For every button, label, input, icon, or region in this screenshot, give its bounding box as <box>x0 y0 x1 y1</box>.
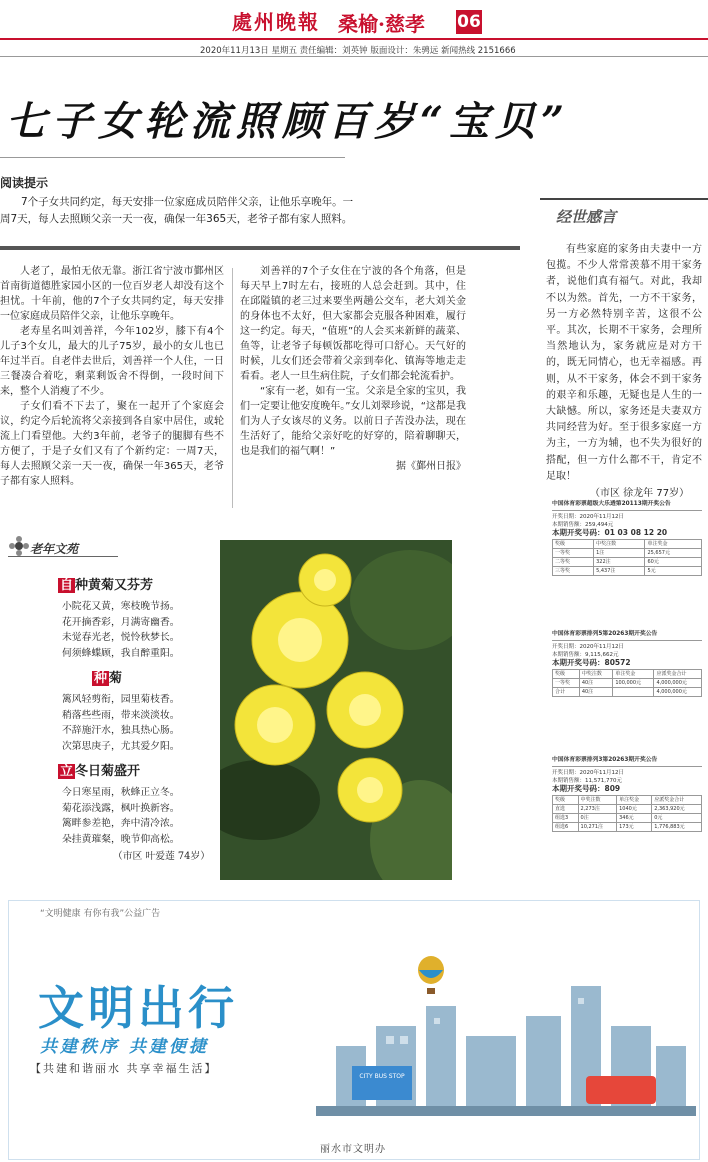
sidebar-signature: （市区 徐龙年 77岁） <box>590 488 690 499</box>
table-cell: 1注 <box>594 549 645 558</box>
table-cell: 单注奖金 <box>617 796 652 805</box>
poem-author: （市区 叶爱莲 74岁） <box>112 851 210 862</box>
masthead-rule <box>0 38 708 40</box>
table-cell: 1040元 <box>617 805 652 814</box>
poem-line: 稍落些些雨，带来淡淡妆。 <box>62 709 180 721</box>
chrysanthemum-illustration <box>220 540 452 880</box>
literature-heading: 老年文苑 <box>30 542 79 556</box>
poem-line: 篱畔参差艳，奔中清冷浓。 <box>62 818 180 829</box>
table-cell: 100,000元 <box>613 679 654 688</box>
table-cell: 奖级 <box>553 540 594 549</box>
table-cell: 322注 <box>594 558 645 567</box>
table-cell: 10,271注 <box>578 823 617 832</box>
article-paragraph: 刘善祥的7个子女住在宁波的各个角落，但是每天早上7时左右，接班的人总会赶到。其中，住在邱隘镇的老三过来要坐两趟公交车，老大刘关金的身体也不太好，但大家都会克服各种困难，履行这一约定。每天，“值班”的人会买来新鲜的蔬菜、鱼等，让老爷子每顿饭都吃得可口舒心。天气好的时候，儿女们还会带着父亲到奉化、镇海等地走走看看。老人一旦生病住院，子女们都会轮流看护。 <box>240 266 466 382</box>
poem-line: 次第思庚子，尤其爱夕阳。 <box>62 740 180 752</box>
chrysanthemum-photo <box>220 540 452 880</box>
table-cell: 4,000,000元 <box>654 688 702 697</box>
table-cell: 中奖注数 <box>594 540 645 549</box>
table-cell: 中奖注数 <box>578 796 617 805</box>
table-cell: 合计 <box>553 688 580 697</box>
poem-line: 篱风轻剪衔，园里菊枝香。 <box>62 694 180 705</box>
flower-icon <box>8 536 30 556</box>
poem-line: 小院花又黄，寒枝晚节扬。 <box>62 601 180 612</box>
section-title: 桑榆·慈孝 <box>338 12 425 36</box>
newspaper-logo: 處州晚報 <box>232 10 320 34</box>
table-cell: 应派奖金合计 <box>654 670 702 679</box>
ad-tagline: “文明健康 有你有我”公益广告 <box>40 909 161 919</box>
poem-title-text: 冬日菊盛开 <box>75 764 141 779</box>
table-cell: 0注 <box>578 814 617 823</box>
poem-title <box>58 760 210 779</box>
table-cell: 单注奖金 <box>645 540 702 549</box>
table-cell: 4,000,000元 <box>654 679 702 688</box>
table-cell: 单注奖金 <box>613 670 654 679</box>
table-cell: 25,657元 <box>645 549 702 558</box>
poem-line: 何须蜂蝶顾，我自醉重阳。 <box>62 647 180 659</box>
title-rule <box>0 157 345 158</box>
sidebar-heading: 经世感言 <box>556 208 617 226</box>
bus-stop-shelter <box>352 1066 412 1100</box>
notice-table <box>552 669 702 697</box>
lead-heading: 阅读提示 <box>0 176 49 190</box>
table-cell: 一等奖 <box>553 549 594 558</box>
article-paragraph: 老寿星名叫刘善祥，今年102岁，膝下有4个儿子3个女儿，最大的儿子75岁，最小的女儿也已年过半百。自老伴去世后，刘善祥一个人住，一日三餐凑合着吃，剩菜剩饭舍不得倒，一段时间下来，整个人消瘦了不少。 <box>0 326 224 397</box>
ad-subslogan: 【共建和谐丽水 共享幸福生活】 <box>30 1062 218 1075</box>
poem-line: 朵挂黄璀粲，晚节仰高松。 <box>62 833 180 845</box>
city-skyline-illustration <box>316 926 696 1116</box>
notice-number: 80572 <box>604 658 631 667</box>
lottery-notice-2 <box>552 630 702 699</box>
table-cell: 346元 <box>617 814 652 823</box>
poem-title-mark: 自 <box>60 578 74 593</box>
public-service-ad <box>0 892 708 1162</box>
table-cell: 奖级 <box>553 670 580 679</box>
bus-illustration <box>586 1076 656 1104</box>
column-divider <box>232 268 233 508</box>
poem-title-text: 种黄菊又芬芳 <box>75 578 154 593</box>
table-cell: 0元 <box>652 814 702 823</box>
notice-table <box>552 795 702 832</box>
meta-rule <box>0 56 708 57</box>
article-title: 七子女轮流照顾百岁“宝贝” <box>6 98 571 145</box>
notice-label: 本期开奖号码： <box>552 784 605 793</box>
poem-line: 今日寒星雨，秋蜂正立冬。 <box>62 787 180 798</box>
article-column-1 <box>0 264 224 489</box>
poem-list <box>52 568 210 865</box>
ad-organization: 丽水市文明办 <box>320 1144 386 1155</box>
article-source: 据《鄞州日报》 <box>396 461 466 472</box>
lottery-notice-1 <box>552 500 702 578</box>
notice-number: 809 <box>604 784 621 793</box>
table-cell: 2,273注 <box>578 805 617 814</box>
lottery-notice-3 <box>552 756 702 834</box>
notice-title: 中国体育彩票排列5第20263期开奖公告 <box>552 630 702 641</box>
poem-line: 花开摘香彩，月满寄幽香。 <box>62 616 180 628</box>
sidebar-essay <box>546 242 702 485</box>
poem-title <box>92 667 210 686</box>
poem-line: 未觉春光老，悦怜秋梦长。 <box>62 632 180 643</box>
poem-title-text: 菊 <box>109 671 123 686</box>
table-cell: 173元 <box>617 823 652 832</box>
notice-date: 开奖日期：2020年11月12日 <box>552 644 624 650</box>
notice-table <box>552 539 702 576</box>
notice-sales: 本期销售额：9,115,662元 <box>552 652 619 658</box>
table-cell: 2,363,920元 <box>652 805 702 814</box>
table-cell: 中奖注数 <box>579 670 613 679</box>
article-column-2 <box>240 264 466 474</box>
poem-line: 不辞施汗水，独具热心肠。 <box>62 725 180 736</box>
notice-number: 01 03 08 12 20 <box>604 528 668 537</box>
page-number: 06 <box>457 12 481 32</box>
notice-title: 中国体育彩票超级大乐透第20113期开奖公告 <box>552 500 702 511</box>
article-paragraph: “家有一老，如有一宝。父亲是全家的宝贝，我们一定要让他安度晚年。”女儿刘翠珍说，“这都是我们为人子女该尽的义务。以前日子苦没办法，现在生活好了，能给父亲好吃的好穿的，陪着聊聊天，也是我们的福气啊！” <box>240 386 466 457</box>
ad-slogan: 共建秩序 共建便捷 <box>40 1037 209 1057</box>
table-cell: 应派奖金合计 <box>652 796 702 805</box>
table-cell: 组选6 <box>553 823 579 832</box>
poem-title <box>58 574 210 593</box>
table-cell: 5,437注 <box>594 567 645 576</box>
table-cell: 60元 <box>645 558 702 567</box>
notice-date: 开奖日期：2020年11月12日 <box>552 514 624 520</box>
notice-sales: 本期销售额：259,494元 <box>552 522 614 528</box>
table-cell: 一等奖 <box>553 679 580 688</box>
table-cell: 组选3 <box>553 814 579 823</box>
notice-title: 中国体育彩票排列3第20263期开奖公告 <box>552 756 702 767</box>
poem-title-mark: 种 <box>94 671 108 686</box>
poem-title-mark: 立 <box>60 764 74 779</box>
article-paragraph: 人老了，最怕无依无靠。浙江省宁波市鄞州区首南街道德胜家园小区的一位百岁老人却没有这个担忧。十年前，他的7个子女共同约定，每天安排一位家庭成员陪伴父亲，让他乐享晚年。 <box>0 266 224 322</box>
ad-headline: 文明出行 <box>38 981 238 1035</box>
table-cell: 1,776,883元 <box>652 823 702 832</box>
table-cell: 二等奖 <box>553 558 594 567</box>
article-paragraph: 子女们看不下去了，聚在一起开了个家庭会议，约定今后轮流将父亲接到各自家中居住，或轮流上门看望他。大约3年前，老爷子的腿脚有些不方便了，于是子女们又有了个新约定：一周7天，每人去照顾父亲一天一夜，确保一年365天，老爷子都有家人照料。 <box>0 401 224 487</box>
sidebar-paragraph: 有些家庭的家务由夫妻中一方包揽。不少人常常羡慕不用干家务者，说他们真有福气。对此，我却不以为然。首先，一方不干家务，另一方必然特别辛苦，这很不公平。其次，长期不干家务，会理所当然地认为，家务就应是对方干的，既无同情心，也无幸福感。再则，从不干家务，体会不到干家务的艰辛和乐趣，无疑也是人生的一大缺憾。所以，家务还是夫妻双方共同经营为好。至于很多家庭一方为主，一方为辅，也不失为很好的搭配，但一方什么都不干，肯定不足取！ <box>546 244 702 482</box>
bus-stop-sign: CITY BUS STOP <box>359 1073 405 1080</box>
lead-paragraph: 7个子女共同约定，每天安排一位家庭成员陪伴父亲，让他乐享晚年。一周7天，每人去照顾父亲一天一夜，确保一年365天，老爷子都有家人照料。 <box>0 196 354 225</box>
notice-sales: 本期销售额：11,571,770元 <box>552 778 622 784</box>
masthead-meta: 2020年11月13日 星期五 责任编辑：刘英钟 版面设计：朱骋远 新闻热线 2151666 <box>200 46 516 56</box>
table-cell: 5元 <box>645 567 702 576</box>
notice-label: 本期开奖号码： <box>552 658 605 667</box>
poem-line: 菊花添浅露，枫叶换新容。 <box>62 802 180 814</box>
table-cell: 40注 <box>579 688 613 697</box>
table-cell: 直选 <box>553 805 579 814</box>
table-cell: 奖级 <box>553 796 579 805</box>
table-cell: 40注 <box>579 679 613 688</box>
notice-label: 本期开奖号码： <box>552 528 605 537</box>
notice-date: 开奖日期：2020年11月12日 <box>552 770 624 776</box>
table-cell: 三等奖 <box>553 567 594 576</box>
table-cell <box>613 688 654 697</box>
lead-divider <box>0 246 520 250</box>
